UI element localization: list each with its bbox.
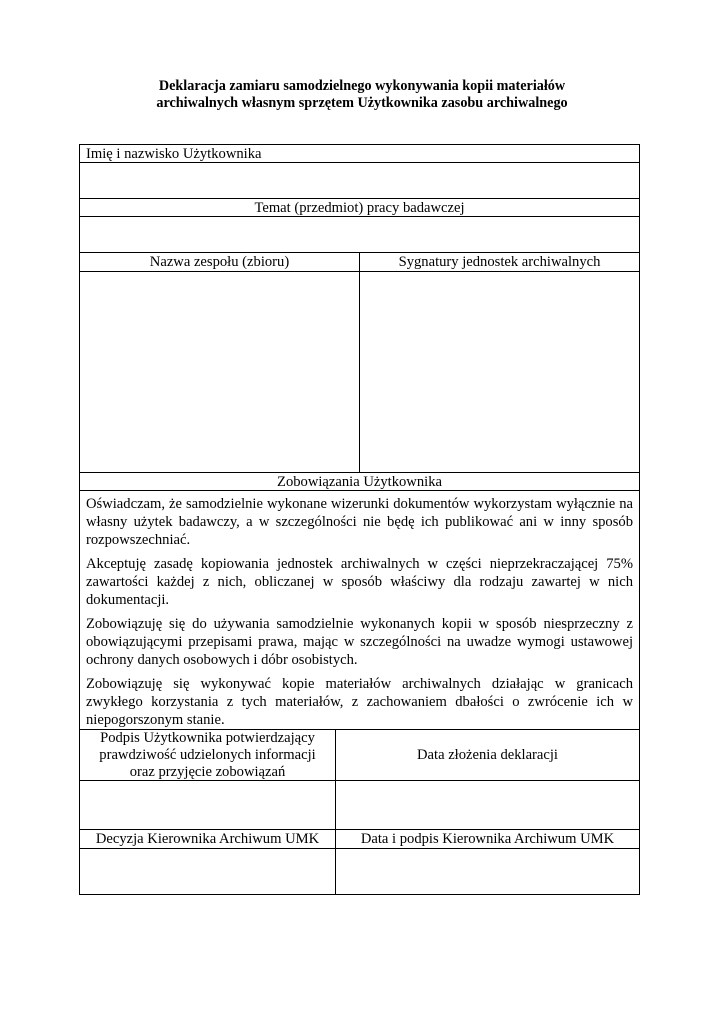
document-title	[60, 78, 664, 112]
user-name-field[interactable]	[80, 163, 639, 199]
decision-label: Decyzja Kierownika Archiwum UMK	[80, 830, 336, 848]
signatures-field[interactable]	[360, 272, 639, 472]
obligation-paragraph: Zobowiązuję się do używania samodzielnie wykonanych kopii w sposób niesprzeczny z obowiązującymi przepisami prawa, mając w szczególności na uwadze wymogi ustawowej ochrony danych osobowych i dóbr osobistych.	[86, 616, 633, 668]
signature-fields	[80, 781, 639, 830]
obligations-text	[80, 491, 639, 730]
decision-field[interactable]	[80, 849, 336, 894]
user-signature-label: Podpis Użytkownika potwierdzający prawdziwość udzielonych informacji oraz przyjęcie zobowiązań	[80, 730, 336, 780]
submission-date-field[interactable]	[336, 781, 639, 829]
user-name-label: Imię i nazwisko Użytkownika	[80, 145, 639, 163]
submission-date-label: Data złożenia deklaracji	[417, 746, 558, 763]
fonds-label: Nazwa zespołu (zbioru)	[80, 253, 360, 271]
user-signature-field[interactable]	[80, 781, 336, 829]
archive-units-fields	[80, 272, 639, 473]
topic-label: Temat (przedmiot) pracy badawczej	[80, 199, 639, 217]
director-signature-label: Data i podpis Kierownika Archiwum UMK	[360, 831, 615, 847]
decision-fields	[80, 849, 639, 894]
signature-header	[80, 730, 639, 781]
obligation-paragraph: Zobowiązuję się wykonywać kopie materiałów archiwalnych działając w granicach zwykłego korzystania z tych materiałów, z zachowaniem dbałości o zwrócenie ich w niepogorszonym stanie.	[86, 676, 633, 728]
obligations-label: Zobowiązania Użytkownika	[80, 473, 639, 491]
title-line-2: archiwalnych własnym sprzętem Użytkownika zasobu archiwalnego	[156, 95, 568, 111]
decision-header	[80, 830, 639, 849]
obligation-paragraph: Akceptuję zasadę kopiowania jednostek archiwalnych w części nieprzekraczającej 75% zawartości każdej z nich, obliczanej w sposób właściwy dla rodzaju zawartej w nich dokumentacji.	[86, 556, 633, 608]
declaration-form	[79, 144, 640, 895]
title-line-1: Deklaracja zamiaru samodzielnego wykonywania kopii materiałów	[158, 78, 566, 94]
signatures-label: Sygnatury jednostek archiwalnych	[398, 254, 601, 270]
obligation-paragraph: Oświadczam, że samodzielnie wykonane wizerunki dokumentów wykorzystam wyłącznie na własny użytek badawczy, a w szczególności nie będę ich publikować ani w inny sposób rozpowszechniać.	[86, 496, 633, 548]
fonds-field[interactable]	[80, 272, 360, 472]
director-signature-field[interactable]	[336, 849, 639, 894]
topic-field[interactable]	[80, 217, 639, 253]
archive-units-header	[80, 253, 639, 272]
